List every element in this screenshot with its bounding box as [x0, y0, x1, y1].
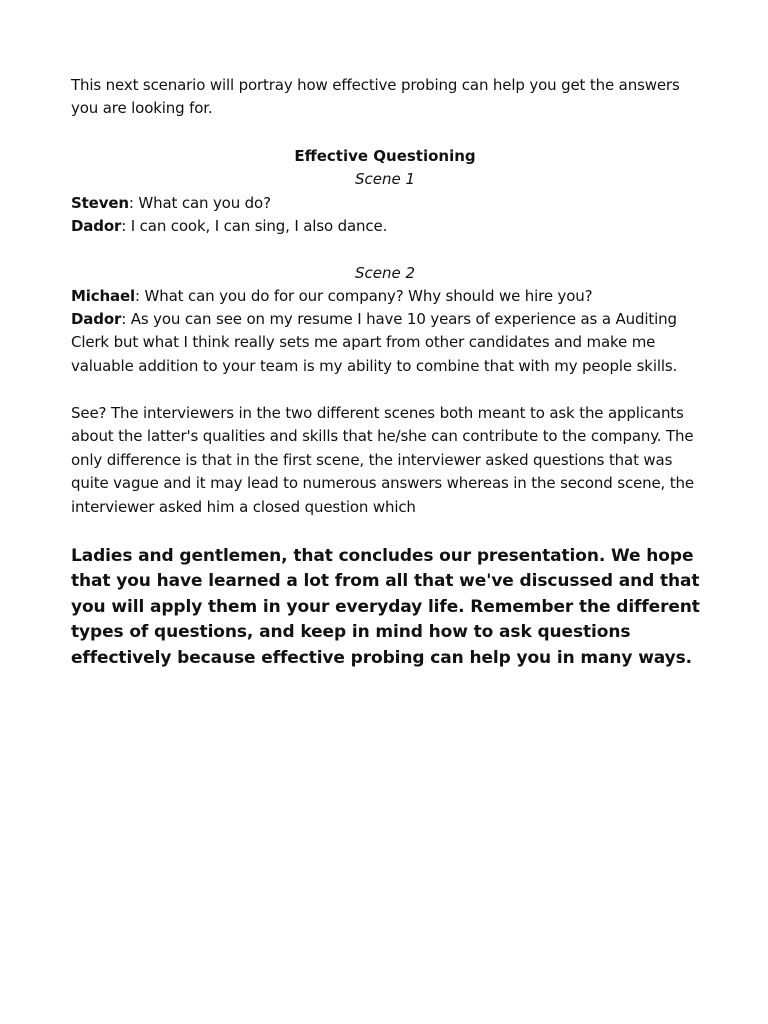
speaker-name: Dador	[71, 310, 122, 328]
speaker-name: Steven	[71, 194, 129, 212]
scene-2-line-michael	[71, 285, 711, 308]
scene-2-label: Scene 2	[354, 264, 416, 282]
scene-1-line-steven	[71, 192, 711, 215]
dialogue-text: : What can you do for our company? Why should we hire you?	[135, 287, 593, 305]
scene-2-line-dador	[71, 308, 711, 378]
dialogue-text: : As you can see on my resume I have 10 years of experience as a Auditing Clerk but what I think really sets me apart from other candidates and make me valuable addition to your team is my ability to combine that with my people skills.	[71, 310, 678, 375]
explanation-paragraph: See? The interviewers in the two different scenes both meant to ask the applicants about the latter's qualities and skills that he/she can contribute to the company. The only difference is that in the first scene, the interviewer asked questions that was quite vague and it may lead to numerous answers whereas in the second scene, the interviewer asked him a closed question which	[71, 404, 694, 516]
dialogue-text: : What can you do?	[128, 194, 271, 212]
closing-paragraph: Ladies and gentlemen, that concludes our presentation. We hope that you have learned a lot from all that we've discussed and that you will apply them in your everyday life. Remember the different types of questions, and keep in mind how to ask questions effectively because effective probing can help you in many ways.	[71, 546, 700, 668]
scene-1-label: Scene 1	[354, 170, 416, 188]
scene-1-line-dador	[71, 215, 711, 238]
speaker-name: Dador	[71, 217, 122, 235]
speaker-name: Michael	[71, 287, 136, 305]
intro-paragraph: This next scenario will portray how effective probing can help you get the answers you are looking for.	[71, 76, 680, 118]
dialogue-text: : I can cook, I can sing, I also dance.	[121, 217, 388, 235]
document-title: Effective Questioning	[294, 147, 476, 165]
